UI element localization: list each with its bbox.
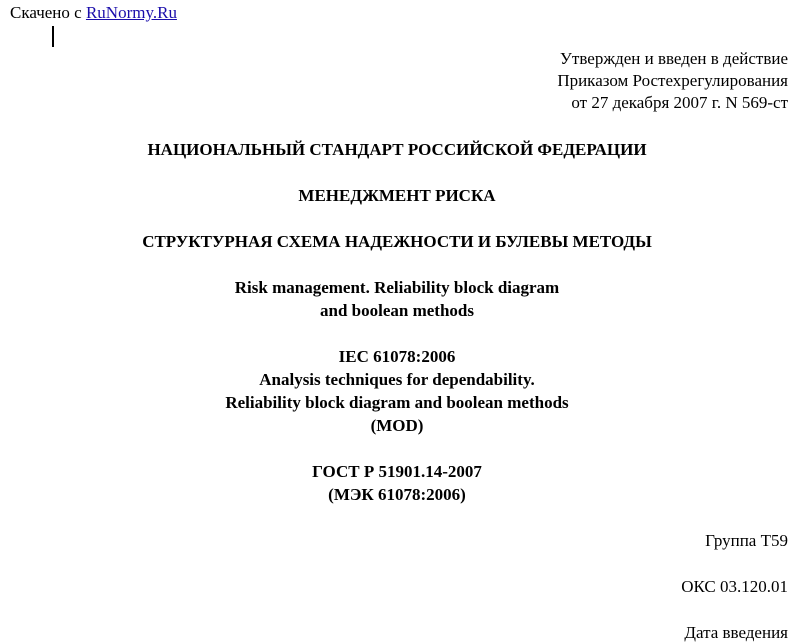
main-title: СТРУКТУРНАЯ СХЕМА НАДЕЖНОСТИ И БУЛЕВЫ МЕТОДЫ [142,232,652,251]
approval-line-1: Утвержден и введен в действие [559,49,788,68]
source-prefix: Скачено с [10,3,86,22]
gost-block [0,460,794,506]
iec-line-2: Analysis techniques for dependability. [259,370,535,389]
approval-line-2: Приказом Ростехрегулирования [557,71,788,90]
source-link[interactable]: RuNormy.Ru [85,3,177,22]
national-standard-heading: НАЦИОНАЛЬНЫЙ СТАНДАРТ РОССИЙСКОЙ ФЕДЕРАЦИИ [147,140,647,159]
risk-management-heading: МЕНЕДЖМЕНТ РИСКА [298,186,496,205]
iec-line-4: (MOD) [370,416,424,435]
oks-label: ОКС 03.120.01 [681,577,788,596]
iec-line-3: Reliability block diagram and boolean methods [225,393,569,412]
approval-block [557,48,788,114]
gost-line-1: ГОСТ Р 51901.14-2007 [312,462,482,481]
english-title [0,276,794,322]
gost-line-2: (МЭК 61078:2006) [328,485,466,504]
approval-line-3: от 27 декабря 2007 г. N 569-ст [571,93,788,112]
group-label: Группа Т59 [705,531,788,550]
source-line [10,3,177,23]
intro-date-label: Дата введения [684,623,788,642]
iec-block [0,345,794,437]
text-cursor [52,26,54,47]
english-title-line-2: and boolean methods [320,301,474,320]
english-title-line-1: Risk management. Reliability block diagram [234,278,560,297]
iec-line-1: IEC 61078:2006 [338,347,456,366]
